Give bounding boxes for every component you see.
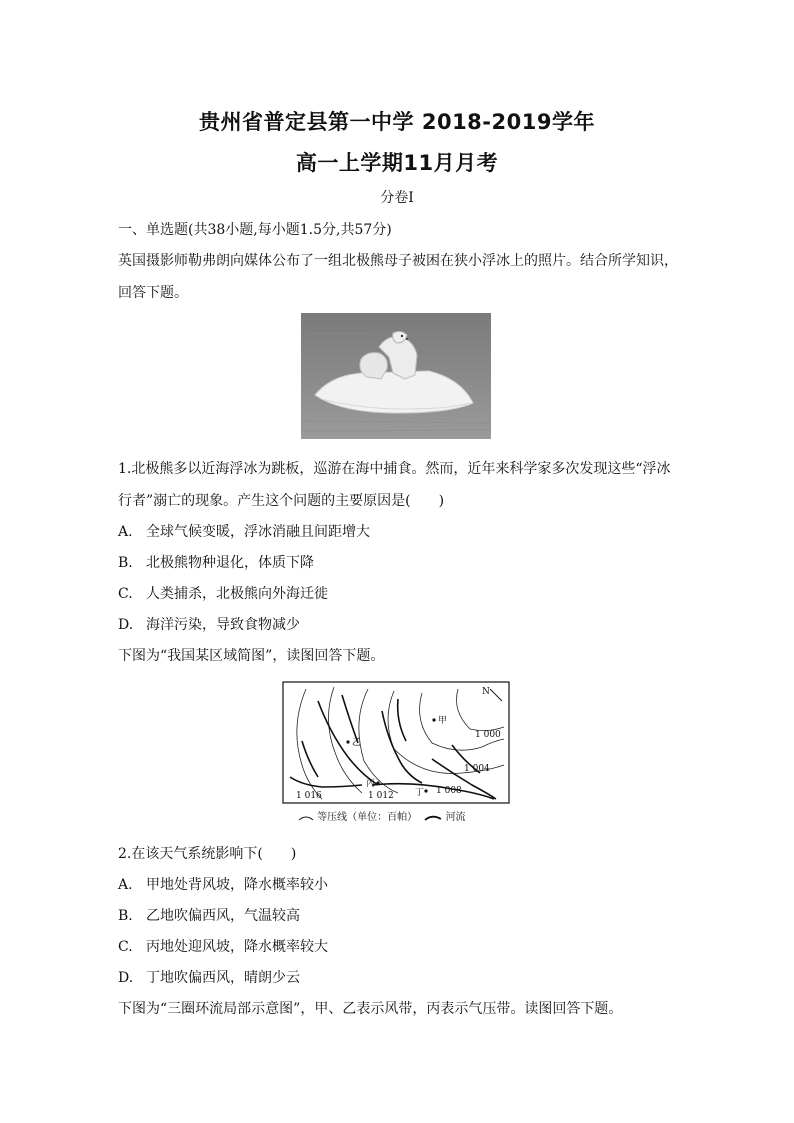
- option-text: 北极熊物种退化，体质下降: [146, 555, 314, 571]
- intro1-line2: 回答下题。: [118, 285, 188, 301]
- option-text: 乙地吹偏西风，气温较高: [146, 908, 300, 924]
- north-label: N: [482, 687, 490, 697]
- place-bing: 丙: [366, 779, 376, 789]
- option-letter: C.: [118, 586, 133, 602]
- q1-stem-line1: 1.北极熊多以近海浮冰为跳板，巡游在海中捕食。然而，近年来科学家多次发现这些“浮冰: [118, 461, 671, 477]
- region-map: [282, 681, 510, 804]
- q2-option-d: [118, 967, 678, 987]
- isobar-1004: 1 004: [464, 764, 490, 774]
- polar-bear-photo: [301, 313, 491, 439]
- intro2: 下图为“我国某区域简图”，读图回答下题。: [118, 648, 385, 664]
- document-title-line1: 贵州省普定县第一中学 2018-2019学年: [199, 110, 595, 134]
- q2-option-b: [118, 905, 678, 925]
- isobar-1008: 1 008: [436, 786, 462, 796]
- option-letter: D.: [118, 970, 134, 986]
- isobar-1000: 1 000: [475, 730, 501, 740]
- option-text: 人类捕杀，北极熊向外海迁徙: [146, 586, 328, 602]
- map-legend: [298, 808, 466, 823]
- option-letter: B.: [118, 908, 133, 924]
- option-letter: D.: [118, 617, 134, 633]
- intro1-line1: 英国摄影师勒弗朗向媒体公布了一组北极熊母子被困在狭小浮冰上的照片。结合所学知识，: [118, 253, 678, 269]
- option-letter: C.: [118, 939, 133, 955]
- legend-isobar: 等压线（单位：百帕）: [317, 812, 418, 823]
- option-text: 丙地处迎风坡，降水概率较大: [146, 939, 328, 955]
- intro3: 下图为“三圈环流局部示意图”，甲、乙表示风带，丙表示气压带。读图回答下题。: [118, 1001, 623, 1017]
- q2-stem: 2.在该天气系统影响下( ): [118, 846, 297, 862]
- option-letter: A.: [118, 877, 133, 893]
- document-title-line2: 高一上学期11月月考: [295, 151, 499, 175]
- q1-option-b: [118, 552, 678, 572]
- q1-option-c: [118, 583, 678, 603]
- option-text: 海洋污染，导致食物减少: [146, 617, 300, 633]
- place-jia: 甲: [438, 716, 448, 726]
- q1-option-a: [118, 521, 678, 541]
- legend-river: 河流: [445, 812, 466, 823]
- q1-option-d: [118, 614, 678, 634]
- option-text: 丁地吹偏西风，晴朗少云: [146, 970, 300, 986]
- option-text: 全球气候变暖，浮冰消融且间距增大: [146, 524, 370, 540]
- q1-stem-line2: 行者”溺亡的现象。产生这个问题的主要原因是( ): [118, 493, 445, 509]
- isobar-1012: 1 012: [368, 791, 394, 801]
- option-letter: A.: [118, 524, 133, 540]
- q2-option-a: [118, 874, 678, 894]
- place-yi: 乙: [352, 738, 362, 748]
- isobar-1016: 1 016: [296, 791, 322, 801]
- part-heading: 一、单选题(共38小题,每小题1.5分,共57分): [118, 222, 392, 238]
- section-label: 分卷I: [380, 190, 414, 206]
- option-text: 甲地处背风坡，降水概率较小: [146, 877, 328, 893]
- place-ding: 丁: [415, 788, 425, 798]
- option-letter: B.: [118, 555, 133, 571]
- q2-option-c: [118, 936, 678, 956]
